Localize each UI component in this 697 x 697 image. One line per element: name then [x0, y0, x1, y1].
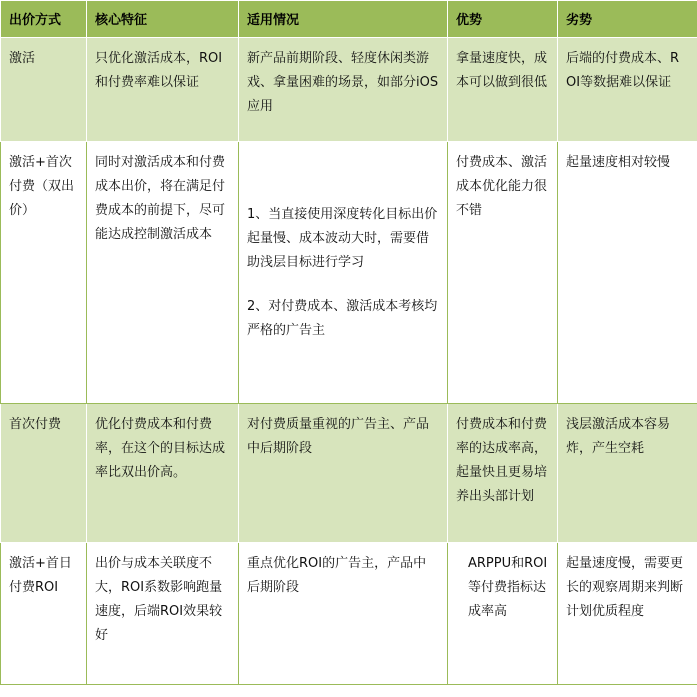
scenario-paragraph-2: 2、对付费成本、激活成本考核均严格的广告主: [247, 299, 438, 338]
table-row: [1, 543, 697, 685]
cell-disadvantage: 起量速度慢，需要更长的观察周期来判断计划优质程度: [558, 543, 697, 685]
header-feature: 核心特征: [87, 1, 239, 38]
cell-disadvantage: 起量速度相对较慢: [558, 142, 697, 404]
table-header-row: [1, 1, 697, 38]
cell-advantage: 付费成本和付费率的达成率高，起量快且更易培养出头部计划: [448, 404, 558, 543]
header-disadvantage: 劣势: [558, 1, 697, 38]
cell-disadvantage: 后端的付费成本、ROI等数据难以保证: [558, 38, 697, 142]
table-row: [1, 142, 697, 404]
cell-feature: 只优化激活成本，ROI和付费率难以保证: [87, 38, 239, 142]
cell-feature: 出价与成本关联度不大，ROI系数影响跑量速度，后端ROI效果较好: [87, 543, 239, 685]
cell-advantage: ARPPU和ROI等付费指标达成率高: [448, 543, 558, 685]
cell-scenario: 新产品前期阶段、轻度休闲类游戏、拿量困难的场景，如部分iOS应用: [239, 38, 448, 142]
scenario-paragraph-1: 1、当直接使用深度转化目标出价起量慢、成本波动大时，需要借助浅层目标进行学习: [247, 207, 438, 270]
cell-advantage: 拿量速度快，成本可以做到很低: [448, 38, 558, 142]
cell-method: 激活: [1, 38, 87, 142]
header-method: 出价方式: [1, 1, 87, 38]
table-row: [1, 404, 697, 543]
header-advantage: 优势: [448, 1, 558, 38]
table-row: [1, 38, 697, 142]
cell-method: 首次付费: [1, 404, 87, 543]
cell-disadvantage: 浅层激活成本容易炸，产生空耗: [558, 404, 697, 543]
cell-advantage: 付费成本、激活成本优化能力很不错: [448, 142, 558, 404]
cell-feature: 优化付费成本和付费率，在这个的目标达成率比双出价高。: [87, 404, 239, 543]
cell-scenario: [239, 142, 448, 404]
cell-scenario: 对付费质量重视的广告主、产品中后期阶段: [239, 404, 448, 543]
cell-scenario: 重点优化ROI的广告主，产品中后期阶段: [239, 543, 448, 685]
cell-method: 激活+首日付费ROI: [1, 543, 87, 685]
cell-method: 激活+首次付费（双出价）: [1, 142, 87, 404]
header-scenario: 适用情况: [239, 1, 448, 38]
cell-feature: 同时对激活成本和付费成本出价，将在满足付费成本的前提下，尽可能达成控制激活成本: [87, 142, 239, 404]
